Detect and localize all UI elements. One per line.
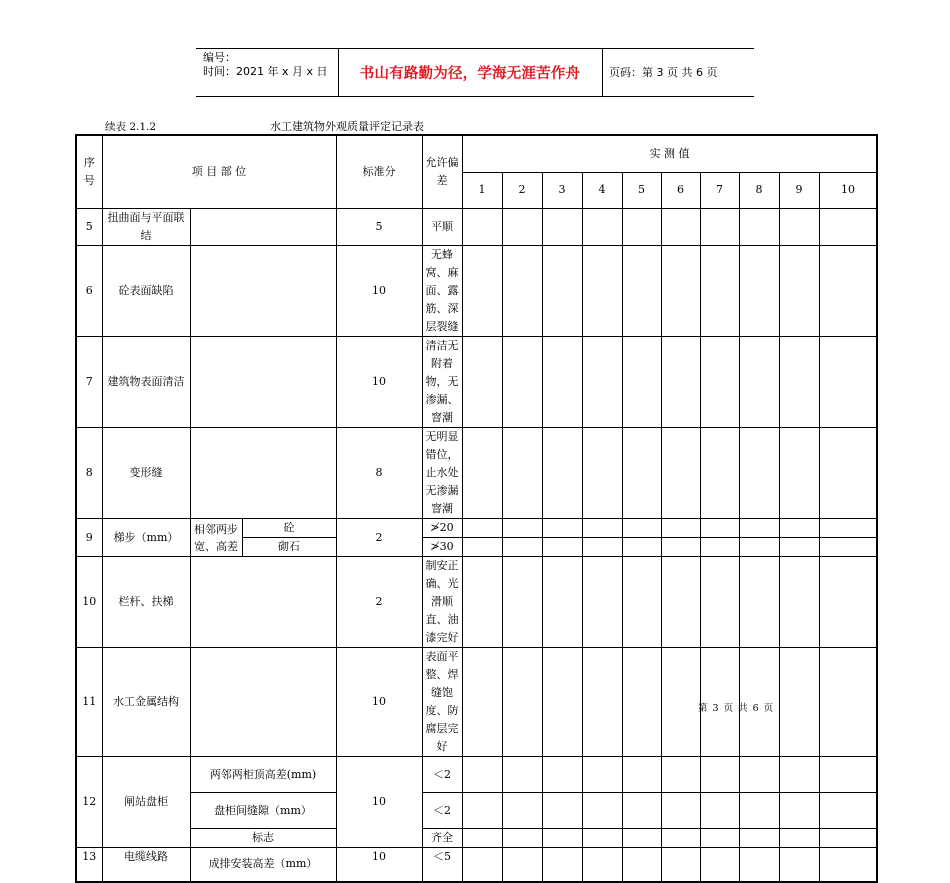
- row-item: 水工金属结构: [102, 648, 190, 757]
- header-bottom-rule: [196, 96, 754, 97]
- row-deviation: ＜5: [422, 848, 462, 882]
- row-item: 建筑物表面清洁: [102, 337, 190, 428]
- row-score: 2: [336, 519, 422, 557]
- table-row: [76, 557, 877, 648]
- header-score: 标准分: [336, 135, 422, 209]
- time-label: 时间：2021 年 x 月 x 日: [203, 65, 328, 78]
- row-score: 2: [336, 557, 422, 648]
- col-4: 4: [582, 172, 622, 208]
- row-item: 闸站盘柜: [102, 757, 190, 848]
- row-deviation-1: ＜2: [422, 757, 462, 793]
- quality-record-table: [75, 134, 878, 883]
- row-deviation: 平顺: [422, 209, 462, 246]
- row-deviation: 无明显错位，止水处无渗漏窨潮: [422, 428, 462, 519]
- code-label: 编号：: [203, 51, 236, 64]
- col-1: 1: [462, 172, 502, 208]
- row-sub-2: 砌石: [242, 538, 336, 557]
- row-sub-empty: [190, 209, 336, 246]
- row-deviation-3: 齐全: [422, 829, 462, 848]
- row-deviation: 制安正确、光滑顺直、油漆完好: [422, 557, 462, 648]
- row-deviation: 清洁无附着物，无渗漏、窨潮: [422, 337, 462, 428]
- col-2: 2: [502, 172, 542, 208]
- row-score: 10: [336, 246, 422, 337]
- table-row: [76, 519, 877, 538]
- col-6: 6: [661, 172, 700, 208]
- table-title: 水工建筑物外观质量评定记录表: [270, 120, 424, 133]
- header-no: 序 号: [76, 135, 102, 209]
- row-deviation-1: ≯20: [422, 519, 462, 538]
- header-meta: [203, 51, 328, 79]
- row-sub: 相邻两步宽、高差: [190, 519, 242, 557]
- table-row: [76, 793, 877, 829]
- row-no: 9: [76, 519, 102, 557]
- col-8: 8: [739, 172, 779, 208]
- row-sub: 成排安装高差（mm）: [190, 848, 336, 882]
- table-row: [76, 829, 877, 848]
- row-no: 11: [76, 648, 102, 757]
- header-motto: 书山有路勤为径，学海无涯苦作舟: [359, 65, 581, 82]
- col-10: 10: [819, 172, 877, 208]
- row-deviation: 表面平整、焊缝饱度、防腐层完好: [422, 648, 462, 757]
- row-deviation: 无蜂窝、麻面、露筋、深层裂缝: [422, 246, 462, 337]
- row-item: 砼表面缺陷: [102, 246, 190, 337]
- table-row: [76, 246, 877, 337]
- table-subcaption: 续表 2.1.2: [105, 121, 157, 133]
- col-3: 3: [542, 172, 582, 208]
- row-item: 梯步（mm）: [102, 519, 190, 557]
- header-page-label: 页码：第 3 页 共 6 页: [609, 66, 718, 79]
- header-item: 项 目 部 位: [102, 135, 336, 209]
- row-no: 8: [76, 428, 102, 519]
- row-deviation-2: ≯30: [422, 538, 462, 557]
- table-header-row: [76, 135, 877, 172]
- row-no: 7: [76, 337, 102, 428]
- header-divider-right: [602, 48, 603, 96]
- table-row: [76, 757, 877, 793]
- row-sub-1: 砼: [242, 519, 336, 538]
- col-7: 7: [700, 172, 739, 208]
- col-5: 5: [622, 172, 661, 208]
- row-item: 栏杆、扶梯: [102, 557, 190, 648]
- row-sub-2: 盘柜间缝隙（mm）: [190, 793, 336, 829]
- row-score: 10: [336, 848, 422, 882]
- row-no: 12: [76, 757, 102, 848]
- col-9: 9: [779, 172, 819, 208]
- table-row: [76, 848, 877, 882]
- header-deviation: 允许偏差: [422, 135, 462, 209]
- row-no: 10: [76, 557, 102, 648]
- row-item: 变形缝: [102, 428, 190, 519]
- page-footer: 第 3 页 共 6 页: [698, 703, 775, 714]
- row-sub-3: 标志: [190, 829, 336, 848]
- header-measured: 实 测 值: [462, 135, 877, 172]
- row-score: 10: [336, 337, 422, 428]
- row-deviation-2: ＜2: [422, 793, 462, 829]
- row-score: 8: [336, 428, 422, 519]
- table-row: [76, 337, 877, 428]
- row-score: 5: [336, 209, 422, 246]
- row-sub-1: 两邻两柜顶高差(mm): [190, 757, 336, 793]
- row-no: 6: [76, 246, 102, 337]
- row-score: 10: [336, 648, 422, 757]
- table-row: [76, 428, 877, 519]
- row-no: 5: [76, 209, 102, 246]
- row-item: 扭曲面与平面联结: [102, 209, 190, 246]
- row-score: 10: [336, 757, 422, 848]
- row-item: 电缆线路: [102, 848, 190, 882]
- table-row: [76, 209, 877, 246]
- row-no: 13: [76, 848, 102, 882]
